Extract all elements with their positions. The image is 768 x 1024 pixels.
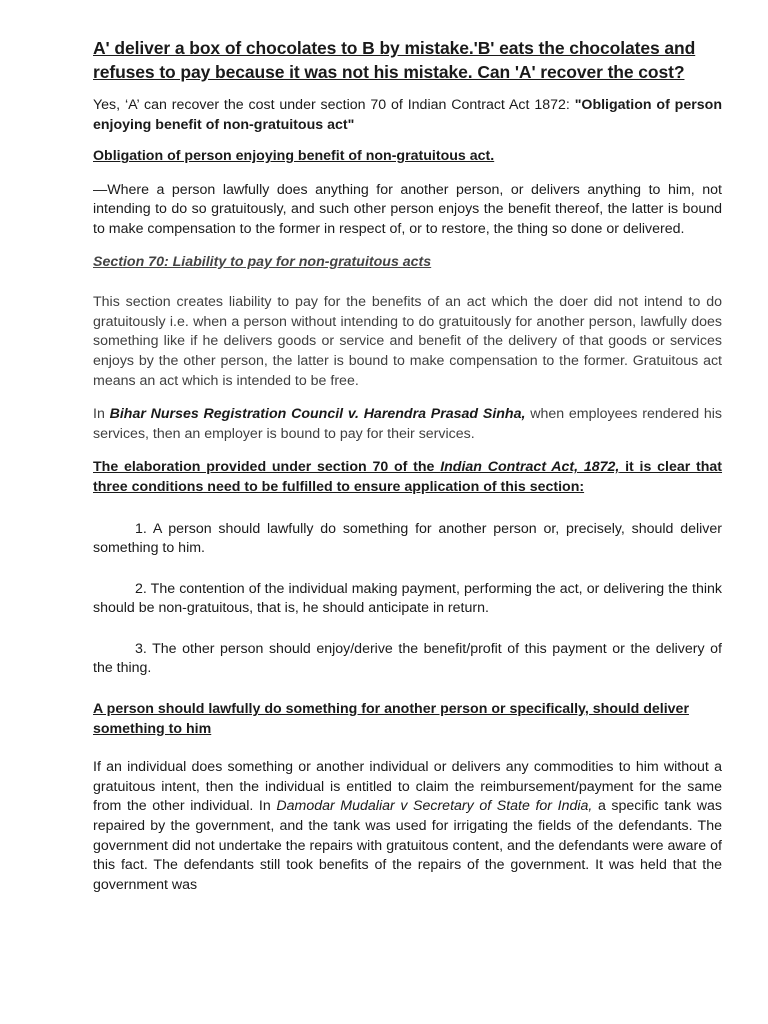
final-part1: If an individual does something or another individual or delivers any commodities to him without a gratuitous intent, then the individual is entitled to claim the reimbursement/payment for the same from the other individual. In — [93, 759, 722, 815]
document-title: A' deliver a box of chocolates to B by mistake.'B' eats the chocolates and refuses to pay because it was not his mistake. Can 'A' recover the cost? — [93, 38, 696, 82]
section-70-heading: Section 70: Liability to pay for non-gratuitous acts — [93, 253, 432, 270]
condition-item: 1. A person should lawfully do something for another person or, precisely, should deliver something to him. — [93, 520, 722, 557]
case-prefix: In — [93, 406, 110, 423]
final-case-name: Damodar Mudaliar v Secretary of State for India, — [276, 798, 593, 815]
elaboration-heading — [93, 458, 722, 497]
section-70-body: This section creates liability to pay for the benefits of an act which the doer did not intend to do gratuitously i.e. when a person without intending to do gratuitously for another person, lawfully does something like if he delivers goods or service and benefit of the delivery of that goods or services enjoys by the other person, the latter is bound to make compensation to the former. Gratuitous act means an act which is intended to be free. — [93, 294, 722, 389]
condition-item: 2. The contention of the individual making payment, performing the act, or delivering the think should be non-gratuitous, that is, he should anticipate in return. — [93, 580, 722, 617]
intro-paragraph — [93, 96, 722, 135]
elaboration-act: Indian Contract Act, 1872, — [440, 459, 620, 476]
condition-item: 3. The other person should enjoy/derive the benefit/profit of this payment or the delivery of the thing. — [93, 640, 722, 677]
obligation-heading: Obligation of person enjoying benefit of non-gratuitous act. — [93, 148, 495, 165]
case-suffix: when employees rendered his services, then an employer is bound to pay for their services. — [93, 406, 722, 442]
elaboration-part1: The elaboration provided under section 70 of the — [93, 459, 441, 476]
case-paragraph — [93, 405, 722, 444]
intro-bold-text: "Obligation of person enjoying benefit of non-gratuitous act" — [93, 97, 722, 133]
final-part2: a specific tank was repaired by the government, and the tank was used for irrigating the fields of the defendants. The government did not undertake the repairs with gratuitous content, and the defendants were aware of this fact. The defendants still took benefits of the repairs of the government. It was held that the government was — [93, 798, 722, 893]
definition-paragraph: —Where a person lawfully does anything for another person, or delivers anything to him, not intending to do so gratuitously, and such other person enjoys the benefit thereof, the latter is bound to make compensation to the former in respect of, or to restore, the thing so done or delivered. — [93, 181, 722, 237]
intro-text: Yes, ‘A’ can recover the cost under section 70 of Indian Contract Act 1872: — [93, 97, 575, 113]
case-name: Bihar Nurses Registration Council v. Harendra Prasad Sinha, — [109, 406, 526, 423]
lawful-act-heading: A person should lawfully do something for another person or specifically, should deliver something to him — [93, 701, 689, 737]
final-paragraph — [93, 758, 722, 895]
document-page — [93, 36, 722, 895]
elaboration-part2: it is clear that three conditions need to be fulfilled to ensure application of this section: — [93, 459, 723, 495]
